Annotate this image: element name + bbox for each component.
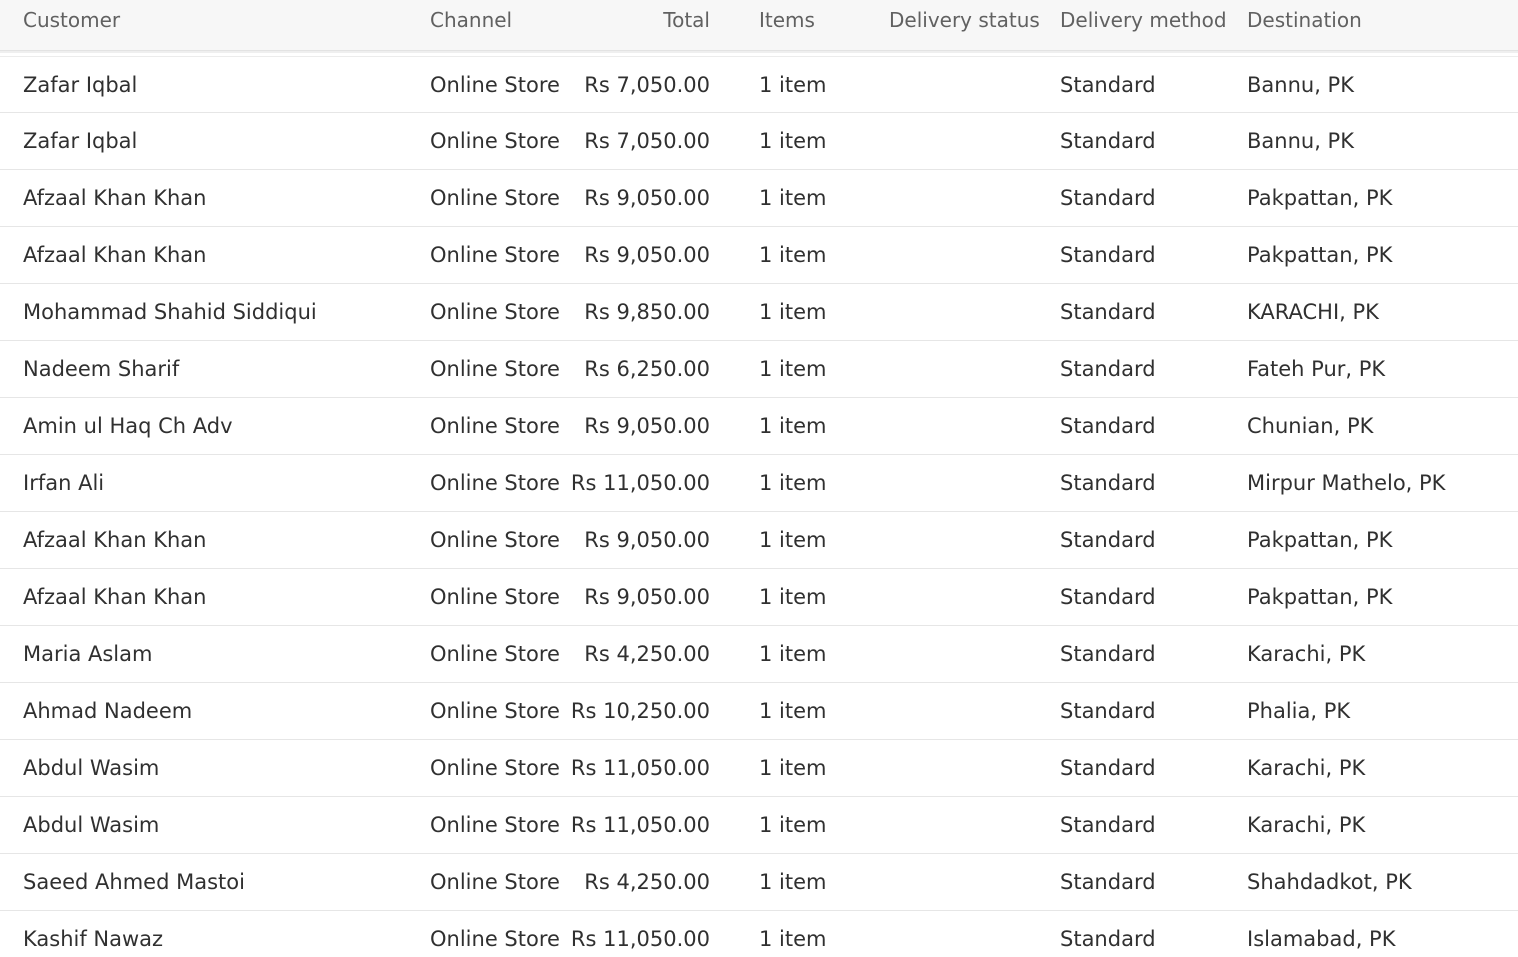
table-row[interactable] bbox=[0, 512, 1518, 569]
delivery-method-cell: Standard bbox=[1060, 300, 1156, 324]
items-cell[interactable]: 1 item bbox=[759, 528, 827, 552]
total-cell: Rs 11,050.00 bbox=[570, 927, 710, 951]
destination-cell: Karachi, PK bbox=[1247, 813, 1366, 837]
items-cell[interactable]: 1 item bbox=[759, 756, 827, 780]
destination-cell: Pakpattan, PK bbox=[1247, 186, 1393, 210]
customer-cell[interactable]: Kashif Nawaz bbox=[23, 927, 164, 951]
total-cell: Rs 11,050.00 bbox=[570, 756, 710, 780]
total-cell: Rs 4,250.00 bbox=[584, 642, 710, 666]
delivery-method-cell: Standard bbox=[1060, 243, 1156, 267]
delivery-method-cell: Standard bbox=[1060, 129, 1156, 153]
delivery-method-cell: Standard bbox=[1060, 471, 1156, 495]
table-row[interactable] bbox=[0, 626, 1518, 683]
channel-cell: Online Store bbox=[430, 243, 560, 267]
customer-cell[interactable]: Afzaal Khan Khan bbox=[23, 528, 207, 552]
channel-cell: Online Store bbox=[430, 927, 560, 951]
channel-cell: Online Store bbox=[430, 756, 560, 780]
customer-cell[interactable]: Afzaal Khan Khan bbox=[23, 186, 207, 210]
total-cell: Rs 4,250.00 bbox=[584, 870, 710, 894]
channel-cell: Online Store bbox=[430, 813, 560, 837]
table-row[interactable] bbox=[0, 398, 1518, 455]
customer-cell[interactable]: Ahmad Nadeem bbox=[23, 699, 193, 723]
delivery-method-cell: Standard bbox=[1060, 186, 1156, 210]
customer-cell[interactable]: Abdul Wasim bbox=[23, 813, 160, 837]
delivery-method-cell: Standard bbox=[1060, 927, 1156, 951]
items-cell[interactable]: 1 item bbox=[759, 927, 827, 951]
customer-cell[interactable]: Zafar Iqbal bbox=[23, 73, 138, 97]
delivery-method-cell: Standard bbox=[1060, 414, 1156, 438]
delivery-method-cell: Standard bbox=[1060, 813, 1156, 837]
items-cell[interactable]: 1 item bbox=[759, 699, 827, 723]
channel-cell: Online Store bbox=[430, 357, 560, 381]
channel-cell: Online Store bbox=[430, 642, 560, 666]
column-header-delivery-method[interactable]: Delivery method bbox=[1060, 8, 1227, 32]
delivery-method-cell: Standard bbox=[1060, 870, 1156, 894]
column-header-items[interactable]: Items bbox=[759, 8, 815, 32]
channel-cell: Online Store bbox=[430, 471, 560, 495]
destination-cell: Chunian, PK bbox=[1247, 414, 1374, 438]
table-row[interactable] bbox=[0, 683, 1518, 740]
channel-cell: Online Store bbox=[430, 186, 560, 210]
customer-cell[interactable]: Zafar Iqbal bbox=[23, 129, 138, 153]
table-row[interactable] bbox=[0, 740, 1518, 797]
destination-cell: Fateh Pur, PK bbox=[1247, 357, 1386, 381]
items-cell[interactable]: 1 item bbox=[759, 73, 827, 97]
items-cell[interactable]: 1 item bbox=[759, 642, 827, 666]
table-body bbox=[0, 56, 1518, 957]
channel-cell: Online Store bbox=[430, 73, 560, 97]
customer-cell[interactable]: Amin ul Haq Ch Adv bbox=[23, 414, 233, 438]
channel-cell: Online Store bbox=[430, 414, 560, 438]
total-cell: Rs 9,850.00 bbox=[584, 300, 710, 324]
table-row[interactable] bbox=[0, 227, 1518, 284]
total-cell: Rs 10,250.00 bbox=[570, 699, 710, 723]
customer-cell[interactable]: Saeed Ahmed Mastoi bbox=[23, 870, 245, 894]
channel-cell: Online Store bbox=[430, 300, 560, 324]
channel-cell: Online Store bbox=[430, 528, 560, 552]
column-header-total[interactable]: Total bbox=[663, 8, 710, 32]
delivery-method-cell: Standard bbox=[1060, 357, 1156, 381]
total-cell: Rs 9,050.00 bbox=[584, 414, 710, 438]
delivery-method-cell: Standard bbox=[1060, 585, 1156, 609]
table-row[interactable] bbox=[0, 911, 1518, 957]
items-cell[interactable]: 1 item bbox=[759, 186, 827, 210]
items-cell[interactable]: 1 item bbox=[759, 813, 827, 837]
customer-cell[interactable]: Irfan Ali bbox=[23, 471, 105, 495]
total-cell: Rs 9,050.00 bbox=[584, 186, 710, 210]
delivery-method-cell: Standard bbox=[1060, 73, 1156, 97]
delivery-method-cell: Standard bbox=[1060, 699, 1156, 723]
customer-cell[interactable]: Nadeem Sharif bbox=[23, 357, 180, 381]
table-row[interactable] bbox=[0, 170, 1518, 227]
delivery-method-cell: Standard bbox=[1060, 528, 1156, 552]
channel-cell: Online Store bbox=[430, 870, 560, 894]
channel-cell: Online Store bbox=[430, 585, 560, 609]
customer-cell[interactable]: Mohammad Shahid Siddiqui bbox=[23, 300, 317, 324]
destination-cell: Bannu, PK bbox=[1247, 73, 1354, 97]
total-cell: Rs 7,050.00 bbox=[584, 129, 710, 153]
destination-cell: Pakpattan, PK bbox=[1247, 528, 1393, 552]
delivery-method-cell: Standard bbox=[1060, 642, 1156, 666]
destination-cell: Karachi, PK bbox=[1247, 642, 1366, 666]
customer-cell[interactable]: Afzaal Khan Khan bbox=[23, 243, 207, 267]
destination-cell: Pakpattan, PK bbox=[1247, 585, 1393, 609]
customer-cell[interactable]: Abdul Wasim bbox=[23, 756, 160, 780]
destination-cell: KARACHI, PK bbox=[1247, 300, 1379, 324]
column-header-delivery-status[interactable]: Delivery status bbox=[889, 8, 1040, 32]
channel-cell: Online Store bbox=[430, 699, 560, 723]
total-cell: Rs 6,250.00 bbox=[584, 357, 710, 381]
destination-cell: Bannu, PK bbox=[1247, 129, 1354, 153]
items-cell[interactable]: 1 item bbox=[759, 471, 827, 495]
table-header bbox=[0, 0, 1518, 51]
items-cell[interactable]: 1 item bbox=[759, 300, 827, 324]
items-cell[interactable]: 1 item bbox=[759, 357, 827, 381]
table-row[interactable] bbox=[0, 56, 1518, 113]
total-cell: Rs 9,050.00 bbox=[584, 243, 710, 267]
destination-cell: Mirpur Mathelo, PK bbox=[1247, 471, 1446, 495]
table-row[interactable] bbox=[0, 284, 1518, 341]
destination-cell: Pakpattan, PK bbox=[1247, 243, 1393, 267]
total-cell: Rs 9,050.00 bbox=[584, 528, 710, 552]
total-cell: Rs 11,050.00 bbox=[570, 471, 710, 495]
table-row[interactable] bbox=[0, 797, 1518, 854]
total-cell: Rs 9,050.00 bbox=[584, 585, 710, 609]
items-cell[interactable]: 1 item bbox=[759, 414, 827, 438]
customer-cell[interactable]: Maria Aslam bbox=[23, 642, 153, 666]
destination-cell: Shahdadkot, PK bbox=[1247, 870, 1412, 894]
column-header-customer[interactable]: Customer bbox=[23, 8, 121, 32]
destination-cell: Phalia, PK bbox=[1247, 699, 1351, 723]
items-cell[interactable]: 1 item bbox=[759, 870, 827, 894]
items-cell[interactable]: 1 item bbox=[759, 585, 827, 609]
table-row[interactable] bbox=[0, 455, 1518, 512]
destination-cell: Karachi, PK bbox=[1247, 756, 1366, 780]
table-row[interactable] bbox=[0, 569, 1518, 626]
total-cell: Rs 7,050.00 bbox=[584, 73, 710, 97]
channel-cell: Online Store bbox=[430, 129, 560, 153]
items-cell[interactable]: 1 item bbox=[759, 129, 827, 153]
items-cell[interactable]: 1 item bbox=[759, 243, 827, 267]
customer-cell[interactable]: Afzaal Khan Khan bbox=[23, 585, 207, 609]
table-row[interactable] bbox=[0, 854, 1518, 911]
column-header-destination[interactable]: Destination bbox=[1247, 8, 1362, 32]
table-row[interactable] bbox=[0, 341, 1518, 398]
column-header-channel[interactable]: Channel bbox=[430, 8, 513, 32]
table-row[interactable] bbox=[0, 113, 1518, 170]
total-cell: Rs 11,050.00 bbox=[570, 813, 710, 837]
destination-cell: Islamabad, PK bbox=[1247, 927, 1396, 951]
delivery-method-cell: Standard bbox=[1060, 756, 1156, 780]
